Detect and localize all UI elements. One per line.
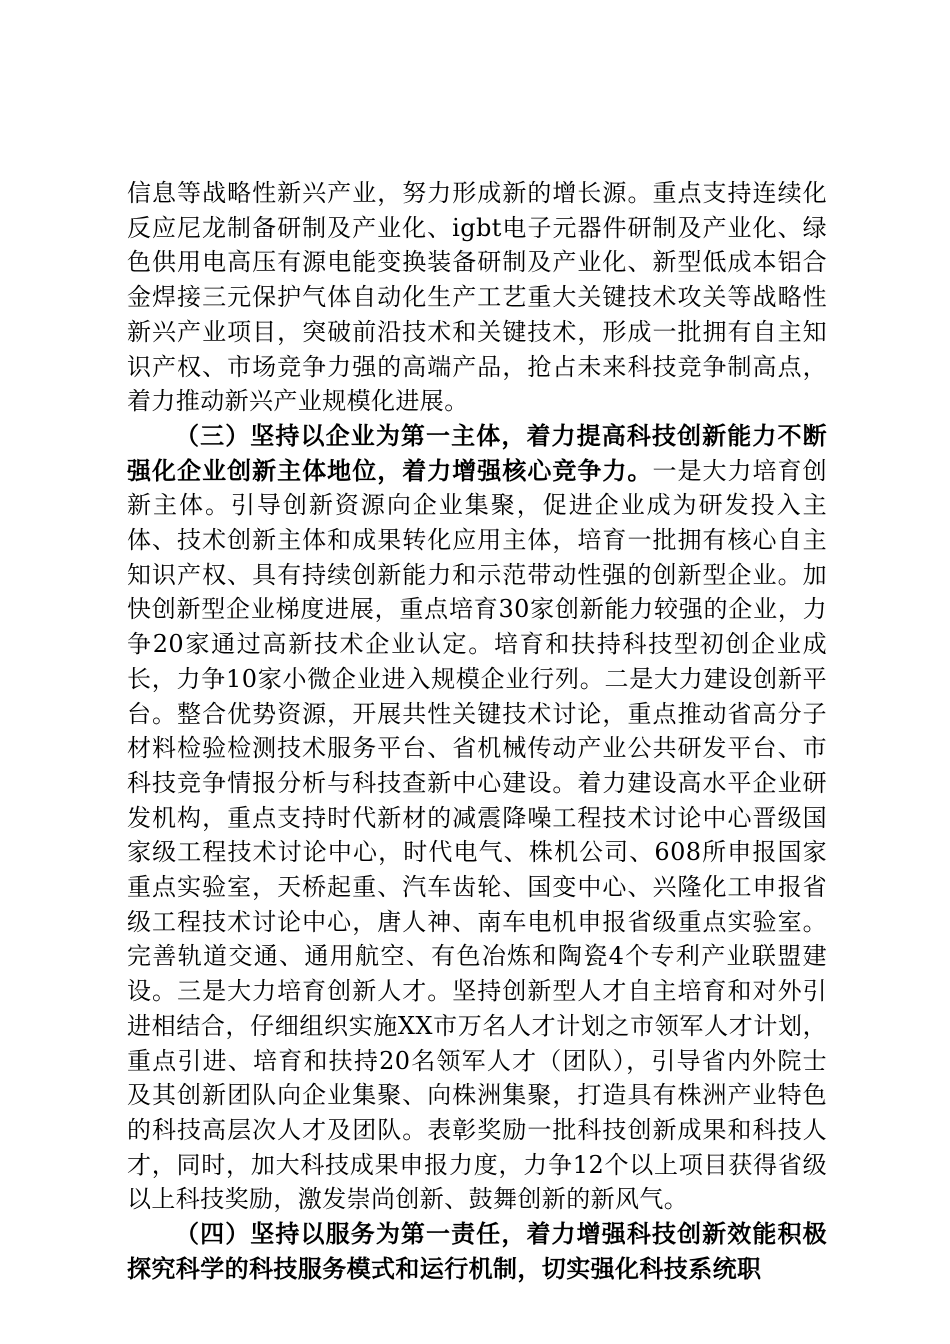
- paragraph-3: [127, 1217, 827, 1286]
- paragraph-1-body: 信息等战略性新兴产业，努力形成新的增长源。重点支持连续化反应尼龙制备研制及产业化、igbt电子元器件研制及产业化、绿色供用电高压有源电能变换装备研制及产业化、新型低成本铝合金焊接三元保护气体自动化生产工艺重大关键技术攻关等战略性新兴产业项目，突破前沿技术和关键技术，形成一批拥有自主知识产权、市场竞争力强的高端产品，抢占未来科技竞争制高点，着力推动新兴产业规模化进展。: [127, 179, 827, 416]
- paragraph-2-body: 一是大力培育创新主体。引导创新资源向企业集聚，促进企业成为研发投入主体、技术创新主体和成果转化应用主体，培育一批拥有核心自主知识产权、具有持续创新能力和示范带动性强的创新型企业。加快创新型企业梯度进展，重点培育30家创新能力较强的企业，力争20家通过高新技术企业认定。培育和扶持科技型初创企业成长，力争10家小微企业进入规模企业行列。二是大力建设创新平台。整合优势资源，开展共性关键技术讨论，重点推动省高分子材料检验检测技术服务平台、省机械传动产业公共研发平台、市科技竞争情报分析与科技查新中心建设。着力建设高水平企业研发机构，重点支持时代新材的减震降噪工程技术讨论中心晋级国家级工程技术讨论中心，时代电气、株机公司、608所申报国家重点实验室，天桥起重、汽车齿轮、国变中心、兴隆化工申报省级工程技术讨论中心，唐人神、南车电机申报省级重点实验室。完善轨道交通、通用航空、有色冶炼和陶瓷4个专利产业联盟建设。三是大力培育创新人才。坚持创新型人才自主培育和对外引进相结合，仔细组织实施XX市万名人才计划之市领军人才计划，重点引进、培育和扶持20名领军人才（团队），引导省内外院士及其创新团队向企业集聚、向株洲集聚，打造具有株洲产业特色的科技高层次人才及团队。表彰奖励一批科技创新成果和科技人才，同时，加大科技成果申报力度，力争12个以上项目获得省级以上科技奖励，激发崇尚创新、鼓舞创新的新风气。: [127, 456, 827, 1214]
- document-page: [127, 176, 827, 1287]
- paragraph-2-heading: （三）坚持以企业为第一主体，着力提高科技创新能力不断强化企业创新主体地位，着力增强核心竞争力。: [127, 421, 827, 485]
- paragraph-1: [127, 176, 827, 419]
- paragraph-3-heading: （四）坚持以服务为第一责任，着力增强科技创新效能积极探究科学的科技服务模式和运行机制，切实强化科技系统职: [127, 1220, 827, 1283]
- paragraph-2: [127, 419, 827, 1217]
